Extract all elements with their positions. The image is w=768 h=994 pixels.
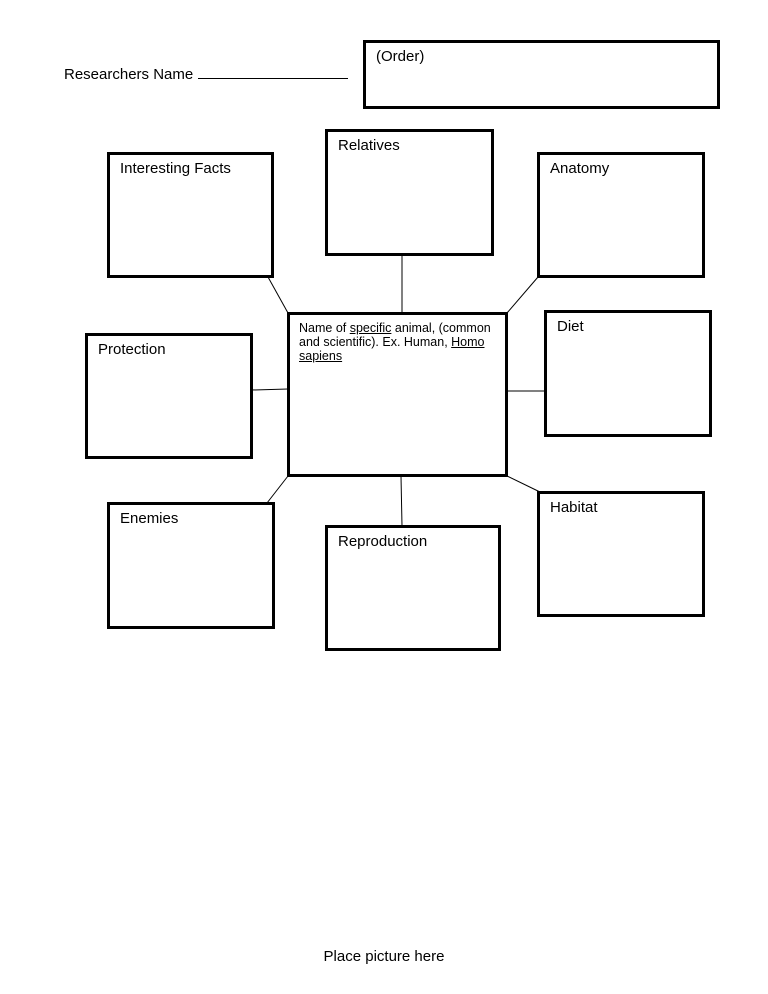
center-text-specific: specific bbox=[349, 321, 392, 335]
protection-box[interactable] bbox=[85, 333, 253, 459]
center-animal-text bbox=[299, 321, 497, 363]
relatives-label: Relatives bbox=[338, 137, 400, 154]
order-label: (Order) bbox=[376, 48, 425, 65]
enemies-box[interactable] bbox=[107, 502, 275, 629]
researcher-name-label: Researchers Name bbox=[64, 66, 194, 83]
center-text-species: sapiens bbox=[299, 349, 343, 363]
relatives-box[interactable] bbox=[325, 129, 494, 256]
connector-enemies bbox=[267, 476, 288, 503]
diet-box[interactable] bbox=[544, 310, 712, 437]
reproduction-label: Reproduction bbox=[338, 533, 428, 550]
center-text-genus: Homo bbox=[451, 335, 485, 349]
anatomy-box[interactable] bbox=[537, 152, 705, 278]
researcher-name-field bbox=[64, 64, 348, 84]
center-text-prefix: Name of bbox=[299, 321, 350, 335]
connector-protection bbox=[252, 389, 288, 390]
habitat-label: Habitat bbox=[550, 499, 598, 516]
habitat-box[interactable] bbox=[537, 491, 705, 617]
reproduction-box[interactable] bbox=[325, 525, 501, 651]
center-animal-box[interactable] bbox=[287, 312, 508, 477]
connector-reproduction bbox=[401, 476, 402, 526]
picture-placeholder-note: Place picture here bbox=[323, 948, 445, 965]
connector-anatomy bbox=[507, 277, 538, 313]
order-box[interactable] bbox=[363, 40, 720, 109]
interesting-facts-box[interactable] bbox=[107, 152, 274, 278]
interesting-facts-label: Interesting Facts bbox=[120, 160, 231, 177]
protection-label: Protection bbox=[98, 341, 166, 358]
center-text-middle: animal, (common and scientific). Ex. Human, bbox=[299, 321, 491, 349]
researcher-name-blank[interactable] bbox=[198, 64, 348, 79]
connector-habitat bbox=[507, 476, 540, 492]
anatomy-label: Anatomy bbox=[550, 160, 610, 177]
enemies-label: Enemies bbox=[120, 510, 179, 527]
connector-interesting-facts bbox=[268, 277, 288, 313]
diet-label: Diet bbox=[557, 318, 584, 335]
